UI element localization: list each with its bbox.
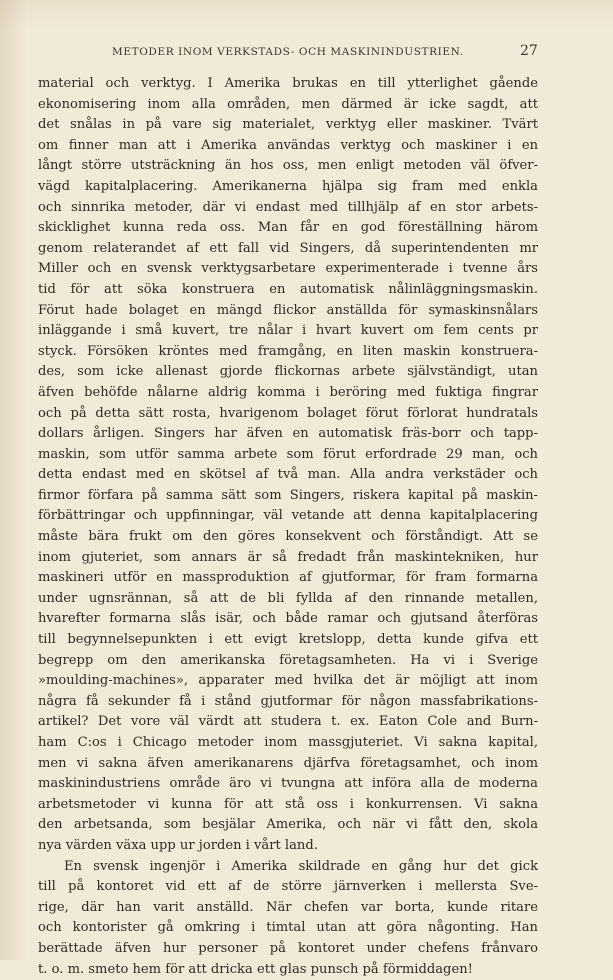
text-line: men vi sakna äfven amerikanarens djärfva företagsamhet, och inom <box>38 755 538 771</box>
text-line: tid för att söka konstruera en automatisk nålinläggningsmaskin. <box>38 281 538 297</box>
text-line: detta endast med en skötsel af två man. Alla andra verkstäder och <box>38 467 538 483</box>
text-line: hvarefter formarna slås isär, och både ramar och gjutsand återföras <box>38 611 538 627</box>
text-line: det snålas in på vare sig materialet, verktyg eller maskiner. Tvärt <box>38 117 538 133</box>
text-line: des, som icke allenast gjorde flickornas arbete självständigt, utan <box>38 364 538 380</box>
text-line: långt större utsträckning än hos oss, men enligt metoden väl öfver- <box>38 158 538 174</box>
page-number: 27 <box>520 43 538 59</box>
text-line: och kontorister gå omkring i timtal utan att göra någonting. Han <box>38 920 538 936</box>
text-line: Miller och en svensk verktygsarbetare experimenterade i tvenne års <box>38 261 538 277</box>
text-line: begrepp om den amerikanska företagsamheten. Ha vi i Sverige <box>38 652 538 668</box>
text-line: och sinnrika metoder, där vi endast med tillhjälp af en stor arbets- <box>38 199 538 215</box>
text-line: om finner man att i Amerika användas verktyg och maskiner i en <box>38 137 538 153</box>
text-line: ham C:os i Chicago metoder inom massgjuteriet. Vi sakna kapital, <box>38 735 538 750</box>
text-line: styck. Försöken kröntes med framgång, en liten maskin konstruera- <box>38 343 538 359</box>
text-line: »moulding-machines», apparater med hvilka det är möjligt att inom <box>38 673 538 689</box>
text-line: skicklighet kunna reda oss. Man får en god föreställning härom <box>38 220 538 236</box>
text-line: ekonomisering inom alla områden, men därmed är icke sagdt, att <box>38 96 538 112</box>
text-line: material och verktyg. I Amerika brukas en till ytterlighet gående <box>38 76 538 91</box>
text-line: under ugnsrännan, så att de bli fyllda af den rinnande metallen, <box>38 590 538 606</box>
text-line: inom gjuteriet, som annars är så fredadt från maskintekniken, hur <box>38 549 538 565</box>
text-line: arbetsmetoder vi kunna för att stå oss i konkurrensen. Vi sakna <box>38 796 538 812</box>
text-line: maskin, som utför samma arbete som förut erfordrade 29 man, och <box>38 446 538 462</box>
text-line: förbättringar och uppfinningar, väl vetande att denna kapitalplacering <box>38 508 538 524</box>
text-line: äfven behöfde nålarne aldrig komma i beröring med fuktiga fingrar <box>38 384 538 400</box>
page-header <box>0 43 613 64</box>
text-line: till begynnelsepunkten i ett evigt kretslopp, detta kunde gifva ett <box>38 632 538 648</box>
text-line: t. o. m. smeto hem för att dricka ett glas punsch på förmiddagen! <box>38 961 473 977</box>
text-line: firmor förfara på samma sätt som Singers, riskera kapital på maskin- <box>38 487 538 503</box>
text-line: den arbetsanda, som besjälar Amerika, och när vi fått den, skola <box>38 817 538 833</box>
text-line: En svensk ingenjör i Amerika skildrade en gång hur det gick <box>64 858 538 874</box>
text-line: maskineri utför en massproduktion af gjutformar, för fram formarna <box>38 570 538 586</box>
text-line: berättade äfven hur personer på kontoret under chefens frånvaro <box>38 940 538 956</box>
text-line: måste bära frukt om den göres konsekvent och förståndigt. Att se <box>38 529 538 545</box>
text-line: några få sekunder få i stånd gjutformar för någon massfabrikations- <box>38 693 538 709</box>
text-line: genom relaterandet af ett fall vid Singers, då superintendenten mr <box>38 240 538 256</box>
text-line: vägd kapitalplacering. Amerikanerna hjälpa sig fram med enkla <box>38 178 538 194</box>
running-title: METODER INOM VERKSTADS- OCH MASKININDUSTRIEN. <box>112 46 464 58</box>
text-line: artikel? Det vore väl värdt att studera t. ex. Eaton Cole and Burn- <box>38 714 538 730</box>
text-line: maskinindustriens område äro vi tvungna att införa alla de moderna <box>38 776 538 792</box>
text-line: till på kontoret vid ett af de större järnverken i mellersta Sve- <box>38 879 538 895</box>
text-line: Förut hade bolaget en mängd flickor anställda för symaskinsnålars <box>38 302 538 318</box>
text-line: dollars årligen. Singers har äfven en automatisk fräs-borr och tapp- <box>38 426 538 442</box>
body-text <box>38 74 538 980</box>
text-line: inläggande i små kuvert, tre nålar i hvart kuvert om fem cents pr <box>38 323 538 339</box>
text-line: och på detta sätt rosta, hvarigenom bolaget förut förlorat hundratals <box>38 405 538 421</box>
text-line: nya värden växa upp ur jorden i vårt land. <box>38 837 318 853</box>
text-line: rige, där han varit anställd. När chefen var borta, kunde ritare <box>38 899 538 915</box>
